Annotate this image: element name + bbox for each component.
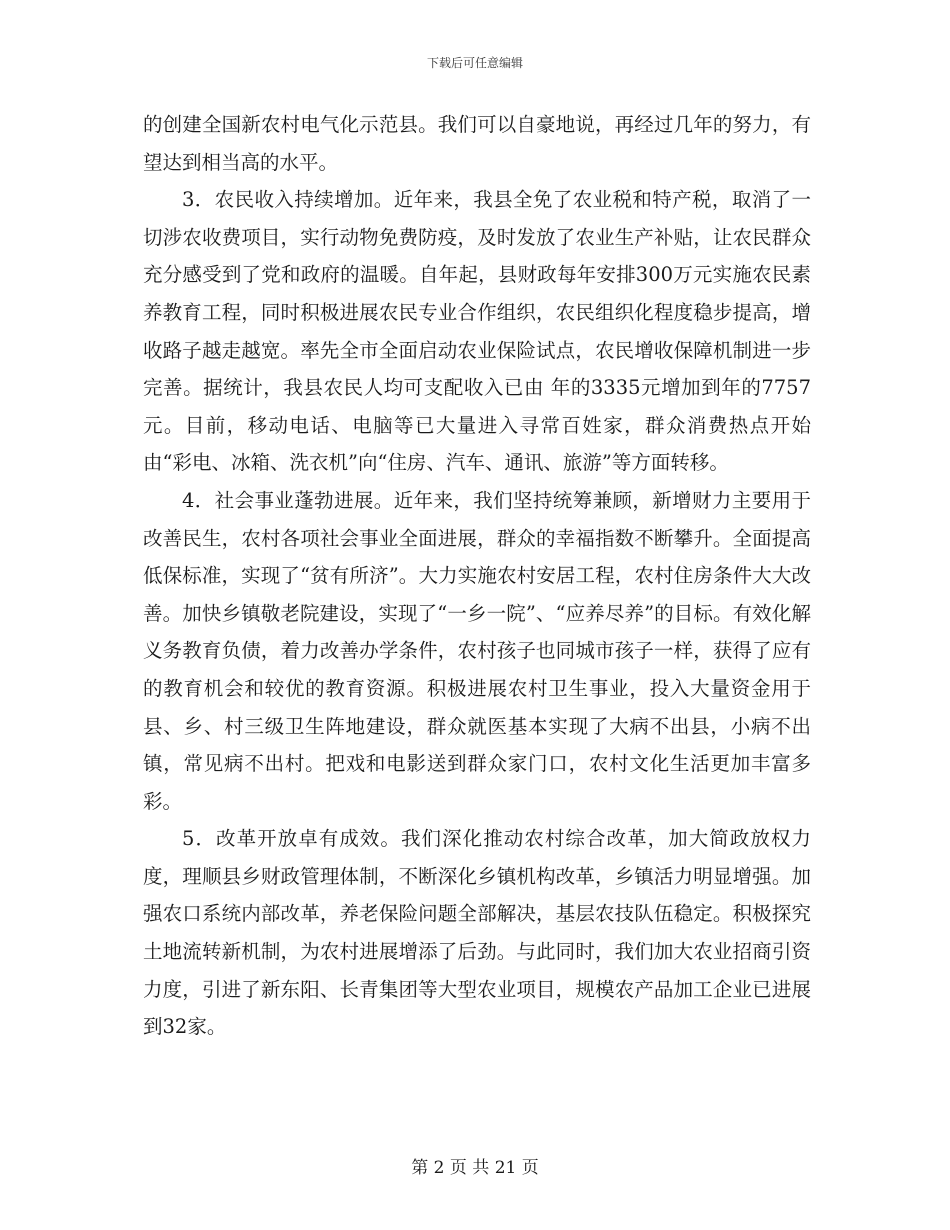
paragraph-farmer-income: 3．农民收入持续增加。近年来，我县全免了农业税和特产税，取消了一切涉农收费项目，实行动物免费防疫，及时发放了农业生产补贴，让农民群众充分感受到了党和政府的温暖。自年起，县财政每年安排300万元实施农民素养教育工程，同时积极进展农民专业合作组织，农民组织化程度稳步提高，增收路子越走越宽。率先全市全面启动农业保险试点，农民增收保障机制进一步完善。据统计，我县农民人均可支配收入已由 年的3335元增加到年的7757元。目前，移动电话、电脑等已大量进入寻常百姓家，群众消费热点开始由“彩电、冰箱、洗衣机”向“住房、汽车、通讯、旅游”等方面转移。 — [143, 188, 811, 475]
page-footer: 第 2 页 共 21 页 — [411, 1158, 539, 1178]
document-body — [143, 106, 811, 1046]
page-header: 下载后可任意编辑 — [426, 56, 523, 70]
paragraph-social-development: 4．社会事业蓬勃进展。近年来，我们坚持统筹兼顾，新增财力主要用于改善民生，农村各项社会事业全面进展，群众的幸福指数不断攀升。全面提高低保标准，实现了“贫有所济”。大力实施农村安居工程，农村住房条件大大改善。加快乡镇敬老院建设，实现了“一乡一院”、“应养尽养”的目标。有效化解义务教育负债，着力改善办学条件，农村孩子也同城市孩子一样，获得了应有的教育机会和较优的教育资源。积极进展农村卫生事业，投入大量资金用于县、乡、村三级卫生阵地建设，群众就医基本实现了大病不出县，小病不出镇，常见病不出村。把戏和电影送到群众家门口，农村文化生活更加丰富多彩。 — [143, 488, 811, 813]
paragraph-reform-opening: 5．改革开放卓有成效。我们深化推动农村综合改革，加大简政放权力度，理顺县乡财政管理体制，不断深化乡镇机构改革，乡镇活力明显增强。加强农口系统内部改革，养老保险问题全部解决，基层农技队伍稳定。积极探究土地流转新机制，为农村进展增添了后劲。与此同时，我们加大农业招商引资力度，引进了新东阳、长青集团等大型农业项目，规模农产品加工企业已进展到32家。 — [143, 827, 811, 1039]
paragraph-continuation: 的创建全国新农村电气化示范县。我们可以自豪地说，再经过几年的努力，有望达到相当高的水平。 — [143, 113, 811, 174]
